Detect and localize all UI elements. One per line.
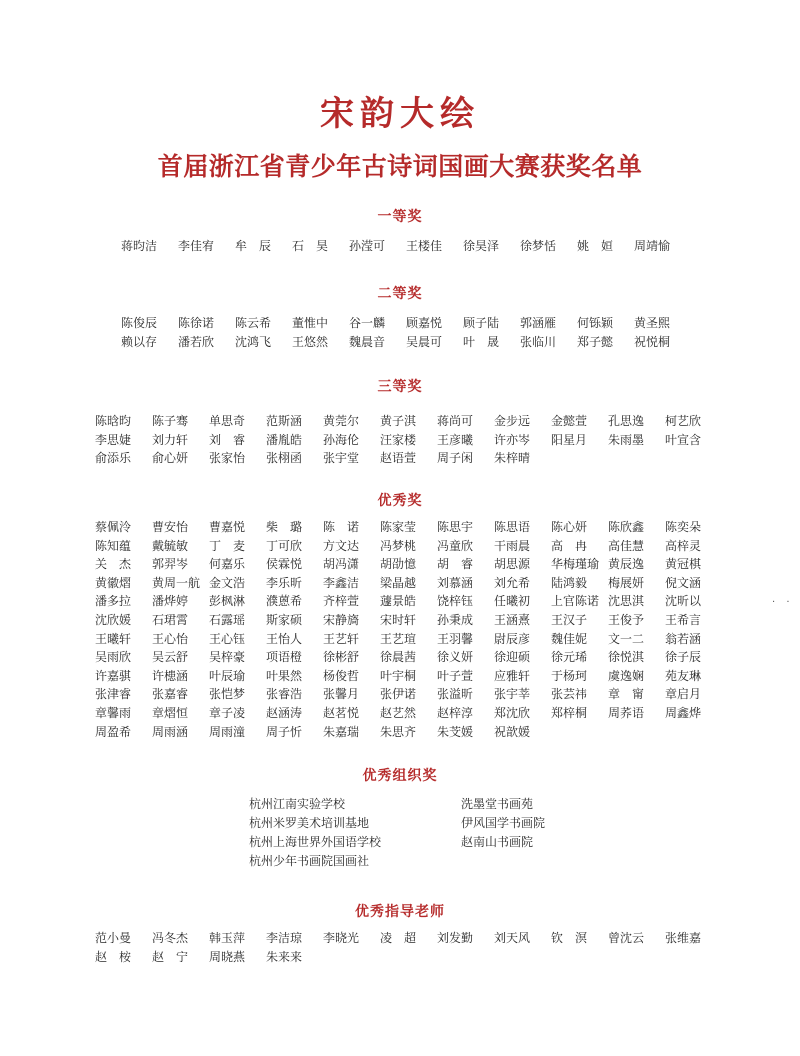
winner-name: 王曦轩 (95, 631, 132, 646)
winner-name: 孔思逸 (608, 414, 645, 428)
winner-name: 张宇堂 (323, 451, 360, 466)
winner-name: 许亦岑 (494, 432, 531, 447)
winner-name: 濮蒽希 (266, 594, 303, 609)
teacher-award-section (0, 901, 800, 921)
winner-name: 顾子陆 (463, 316, 500, 330)
winner-name: 高佳慧 (608, 538, 645, 553)
winner-name: 叶辰瑜 (209, 668, 246, 683)
winner-name: 范小曼 (95, 931, 132, 945)
winner-name: 赵语萱 (380, 451, 417, 466)
winner-name: 郑沈欣 (494, 705, 531, 720)
winner-name: 柴 璐 (266, 520, 303, 534)
winner-name: 张溢昕 (437, 687, 474, 702)
winner-name: 陈思宇 (437, 520, 474, 534)
winner-name: 任曦初 (494, 594, 531, 609)
winner-name: 王心怡 (152, 631, 189, 646)
winner-name: 刘发勤 (437, 931, 474, 945)
section-title-excellent-award: 优秀奖 (377, 493, 423, 509)
winner-name: 姚 姮 (577, 239, 614, 253)
winner-name: 蔡佩泠 (95, 520, 132, 534)
winner-name: 吴晨可 (406, 334, 443, 349)
winner-name: 饶梓钰 (437, 594, 474, 609)
winner-name: 周荞语 (608, 705, 645, 720)
winner-name: 宋时轩 (380, 612, 417, 627)
winner-name: 黄圣熙 (634, 316, 671, 330)
winner-name: 孙滢可 (349, 239, 386, 253)
winner-name: 周子闲 (437, 451, 474, 466)
winner-name: 上官陈诺 (551, 594, 600, 609)
organization-item: 杭州少年书画院国画社 (249, 854, 370, 868)
first-prize-names (121, 237, 691, 256)
third-prize-names (95, 412, 722, 468)
winner-name: 周鑫烨 (665, 705, 702, 720)
winner-name: 何铄颖 (577, 316, 614, 330)
winner-name: 张恺梦 (209, 687, 246, 702)
section-title-organization-award: 优秀组织奖 (362, 768, 438, 784)
winner-name: 梅展妍 (608, 575, 645, 590)
winner-name: 孙秉成 (437, 612, 474, 627)
first-prize-section (0, 206, 800, 226)
winner-name: 梁晶越 (380, 575, 417, 590)
winner-name: 刘慕涵 (437, 575, 474, 590)
winner-name: 华梅瑾瑜 (551, 557, 600, 572)
winner-name: 石珺霄 (152, 612, 189, 627)
winner-name: 周靖愉 (634, 239, 671, 253)
winner-name: 徐昊泽 (463, 239, 500, 253)
winner-name: 黄周一航 (152, 575, 201, 590)
winner-name: 张津睿 (95, 687, 132, 702)
winner-name: 陈心妍 (551, 520, 588, 534)
third-prize-section (0, 376, 800, 396)
winner-name: 陈知蕴 (95, 538, 132, 553)
winner-name: 郭羿岑 (152, 557, 189, 572)
excellent-award-section (0, 490, 800, 510)
winner-name: 赖以存 (121, 334, 158, 349)
winner-name: 徐义妍 (437, 650, 474, 665)
winner-name: 王涵熹 (494, 612, 531, 627)
section-title-third-prize: 三等奖 (377, 379, 423, 395)
winner-name: 刘天风 (494, 931, 531, 945)
winner-name: 朱嘉瑞 (323, 724, 360, 739)
winner-name: 应雅轩 (494, 668, 531, 683)
winner-name: 王羽馨 (437, 631, 474, 646)
winner-name: 宋静旖 (323, 612, 360, 627)
winner-name: 潘胤皓 (266, 432, 303, 447)
winner-name: 陈子骞 (152, 414, 189, 428)
winner-name: 冯梦桃 (380, 538, 417, 553)
winner-name: 吴雨欣 (95, 650, 132, 665)
organization-list (249, 795, 611, 871)
winner-name: 李思婕 (95, 432, 132, 447)
winner-name: 陈奕朵 (665, 520, 702, 534)
winner-name: 沈欣媛 (95, 612, 132, 627)
winner-name: 谷一麟 (349, 316, 386, 330)
winner-name: 王艺瑄 (380, 631, 417, 646)
winner-name: 方文达 (323, 538, 360, 553)
winner-name: 单思奇 (209, 414, 246, 428)
side-mark: · · (772, 597, 794, 608)
winner-name: 朱芠媛 (437, 724, 474, 739)
winner-name: 潘烨婷 (152, 594, 189, 609)
winner-name: 苑友琳 (665, 668, 702, 683)
excellent-award-names (95, 518, 722, 741)
winner-name: 陈家莹 (380, 520, 417, 534)
second-prize-section (0, 283, 800, 303)
winner-name: 阳星月 (551, 432, 588, 447)
winner-name: 戴毓敏 (152, 538, 189, 553)
winner-name: 陈晗昀 (95, 414, 132, 428)
winner-name: 章 甯 (608, 687, 645, 702)
winner-name: 沈昕以 (665, 594, 702, 609)
winner-name: 曹嘉悦 (209, 520, 246, 534)
winner-name: 俞心妍 (152, 451, 189, 466)
winner-name: 蒋昀洁 (121, 239, 158, 253)
winner-name: 徐晨茜 (380, 650, 417, 665)
winner-name: 刘允希 (494, 575, 531, 590)
winner-name: 牟 辰 (235, 239, 272, 253)
winner-name: 叶 晟 (463, 334, 500, 349)
winner-name: 蘧景皓 (380, 594, 417, 609)
winner-name: 赵艺然 (380, 705, 417, 720)
winner-name: 黄莞尔 (323, 414, 360, 428)
winner-name: 郑子懿 (577, 334, 614, 349)
winner-name: 顾嘉悦 (406, 316, 443, 330)
winner-name: 丁 麦 (209, 538, 246, 553)
winner-name: 陈云希 (235, 316, 272, 330)
winner-name: 陈徐诺 (178, 316, 215, 330)
winner-name: 侯霖悦 (266, 557, 303, 572)
winner-name: 吴梓豪 (209, 650, 246, 665)
winner-name: 胡冯潇 (323, 557, 360, 572)
winner-name: 董惟中 (292, 316, 329, 330)
winner-name: 黄冠棋 (665, 557, 702, 572)
winner-name: 齐梓萱 (323, 594, 360, 609)
winner-name: 王悠然 (292, 334, 329, 349)
organization-item: 杭州江南实验学校 (249, 797, 346, 811)
section-title-first-prize: 一等奖 (377, 209, 423, 225)
winner-name: 胡 睿 (437, 557, 474, 572)
winner-name: 金懿萱 (551, 414, 588, 428)
winner-name: 朱思齐 (380, 724, 417, 739)
second-prize-names (121, 314, 691, 351)
winner-name: 王楼佳 (406, 239, 443, 253)
winner-name: 范斯涵 (266, 414, 303, 428)
winner-name: 许槵涵 (152, 668, 189, 683)
winner-name: 李鑫洁 (323, 575, 360, 590)
winner-name: 许嘉骐 (95, 668, 132, 683)
winner-name: 石 昊 (292, 239, 329, 253)
winner-name: 何嘉乐 (209, 557, 246, 572)
winner-name: 金步远 (494, 414, 531, 428)
winner-name: 项语橙 (266, 650, 303, 665)
winner-name: 翁若涵 (665, 631, 702, 646)
winner-name: 倪文涵 (665, 575, 702, 590)
winner-name: 陆鸿毅 (551, 575, 588, 590)
winner-name: 关 杰 (95, 557, 132, 572)
winner-name: 魏佳妮 (551, 631, 588, 646)
winner-name: 张家怡 (209, 451, 246, 466)
winner-name: 蒋尚可 (437, 414, 474, 428)
organization-item: 杭州上海世界外国语学校 (249, 835, 382, 849)
winner-name: 叶果然 (266, 668, 303, 683)
winner-name: 高 冉 (551, 538, 588, 553)
winner-name: 张宇莘 (494, 687, 531, 702)
winner-name: 祝悦桐 (634, 334, 671, 349)
winner-name: 朱梓晴 (494, 451, 531, 466)
section-title-teacher-award: 优秀指导老师 (355, 904, 445, 920)
winner-name: 斯家硕 (266, 612, 303, 627)
winner-name: 王俊予 (608, 612, 645, 627)
winner-name: 冯童欣 (437, 538, 474, 553)
page-subtitle: 首届浙江省青少年古诗词国画大赛获奖名单 (157, 152, 643, 181)
winner-name: 刘 睿 (209, 432, 246, 447)
winner-name: 曾沈云 (608, 931, 645, 945)
winner-name: 干雨晨 (494, 538, 531, 553)
winner-name: 汪家楼 (380, 432, 417, 447)
winner-name: 张栩函 (266, 451, 303, 466)
winner-name: 周子忻 (266, 724, 303, 739)
winner-name: 曹安怡 (152, 520, 189, 534)
winner-name: 彭枫淋 (209, 594, 246, 609)
winner-name: 赵涵涛 (266, 705, 303, 720)
winner-name: 徐子辰 (665, 650, 702, 665)
winner-name: 郑梓桐 (551, 705, 588, 720)
winner-name: 俞添乐 (95, 451, 132, 466)
winner-name: 吴云舒 (152, 650, 189, 665)
winner-name: 潘若欣 (178, 334, 215, 349)
winner-name: 张馨月 (323, 687, 360, 702)
winner-name: 陈思语 (494, 520, 531, 534)
winner-name: 刘力轩 (152, 432, 189, 447)
winner-name: 叶子萱 (437, 668, 474, 683)
winner-name: 张嘉睿 (152, 687, 189, 702)
winner-name: 徐彬舒 (323, 650, 360, 665)
winner-name: 张芸祎 (551, 687, 588, 702)
winner-name: 王希言 (665, 612, 702, 627)
winner-name: 于杨珂 (551, 668, 588, 683)
winner-name: 赵 桉 (95, 949, 132, 964)
winner-name: 李佳宥 (178, 239, 215, 253)
organization-item: 杭州米罗美术培训基地 (249, 816, 370, 830)
winner-name: 赵茗悦 (323, 705, 360, 720)
winner-name: 周雨潼 (209, 724, 246, 739)
winner-name: 石露瑶 (209, 612, 246, 627)
section-title-second-prize: 二等奖 (377, 286, 423, 302)
winner-name: 李晓光 (323, 931, 360, 945)
winner-name: 章馨雨 (95, 705, 132, 720)
winner-name: 张伊诺 (380, 687, 417, 702)
winner-name: 王彦曦 (437, 432, 474, 447)
winner-name: 黄徽熠 (95, 575, 132, 590)
organization-item: 洗墨堂书画苑 (461, 797, 534, 811)
winner-name: 魏晨音 (349, 334, 386, 349)
winner-name: 叶宣含 (665, 432, 702, 447)
winner-name: 章启月 (665, 687, 702, 702)
teacher-names (95, 929, 722, 966)
winner-name: 丁可欣 (266, 538, 303, 553)
winner-name: 沈思淇 (608, 594, 645, 609)
winner-name: 李洁琼 (266, 931, 303, 945)
winner-name: 杨俊哲 (323, 668, 360, 683)
winner-name: 王艺轩 (323, 631, 360, 646)
winner-name: 徐悦淇 (608, 650, 645, 665)
winner-name: 张临川 (520, 334, 557, 349)
winner-name: 徐元琋 (551, 650, 588, 665)
organization-item: 伊风国学书画院 (461, 816, 546, 830)
winner-name: 徐梦恬 (520, 239, 557, 253)
winner-name: 陈欣鑫 (608, 520, 645, 534)
winner-name: 周雨涵 (152, 724, 189, 739)
winner-name: 王汉子 (551, 612, 588, 627)
winner-name: 叶宇桐 (380, 668, 417, 683)
winner-name: 赵 宁 (152, 949, 189, 964)
organization-award-section (0, 765, 800, 785)
winner-name: 虞逸娴 (608, 668, 645, 683)
winner-name: 钦 溟 (551, 931, 588, 945)
winner-name: 郭涵雁 (520, 316, 557, 330)
winner-name: 李乐昕 (266, 575, 303, 590)
winner-name: 文一二 (608, 631, 645, 646)
winner-name: 黄子淇 (380, 414, 417, 428)
winner-name: 尉辰彦 (494, 631, 531, 646)
winner-name: 凌 超 (380, 931, 417, 945)
winner-name: 陈俊辰 (121, 316, 158, 330)
winner-name: 冯冬杰 (152, 931, 189, 945)
winner-name: 张维嘉 (665, 931, 702, 945)
winner-name: 胡劭憶 (380, 557, 417, 572)
winner-name: 周晓燕 (209, 949, 246, 964)
winner-name: 周盈希 (95, 724, 132, 739)
winner-name: 祝歆媛 (494, 724, 531, 739)
organization-item: 赵南山书画院 (461, 835, 534, 849)
winner-name: 沈鸿飞 (235, 334, 272, 349)
winner-name: 韩玉萍 (209, 931, 246, 945)
winner-name: 朱来来 (266, 949, 303, 964)
winner-name: 王怡人 (266, 631, 303, 646)
winner-name: 金文浩 (209, 575, 246, 590)
winner-name: 黄辰逸 (608, 557, 645, 572)
winner-name: 高梓灵 (665, 538, 702, 553)
winner-name: 潘多拉 (95, 594, 132, 609)
page-title: 宋韵大绘 (320, 94, 480, 134)
winner-name: 徐迎硕 (494, 650, 531, 665)
winner-name: 赵梓淳 (437, 705, 474, 720)
winner-name: 张睿浩 (266, 687, 303, 702)
winner-name: 朱雨墨 (608, 432, 645, 447)
winner-name: 章子凌 (209, 705, 246, 720)
winner-name: 孙海伦 (323, 432, 360, 447)
winner-name: 陈 诺 (323, 520, 360, 534)
winner-name: 柯艺欣 (665, 414, 702, 428)
winner-name: 王心钰 (209, 631, 246, 646)
winner-name: 章熠恒 (152, 705, 189, 720)
winner-name: 胡思源 (494, 557, 531, 572)
